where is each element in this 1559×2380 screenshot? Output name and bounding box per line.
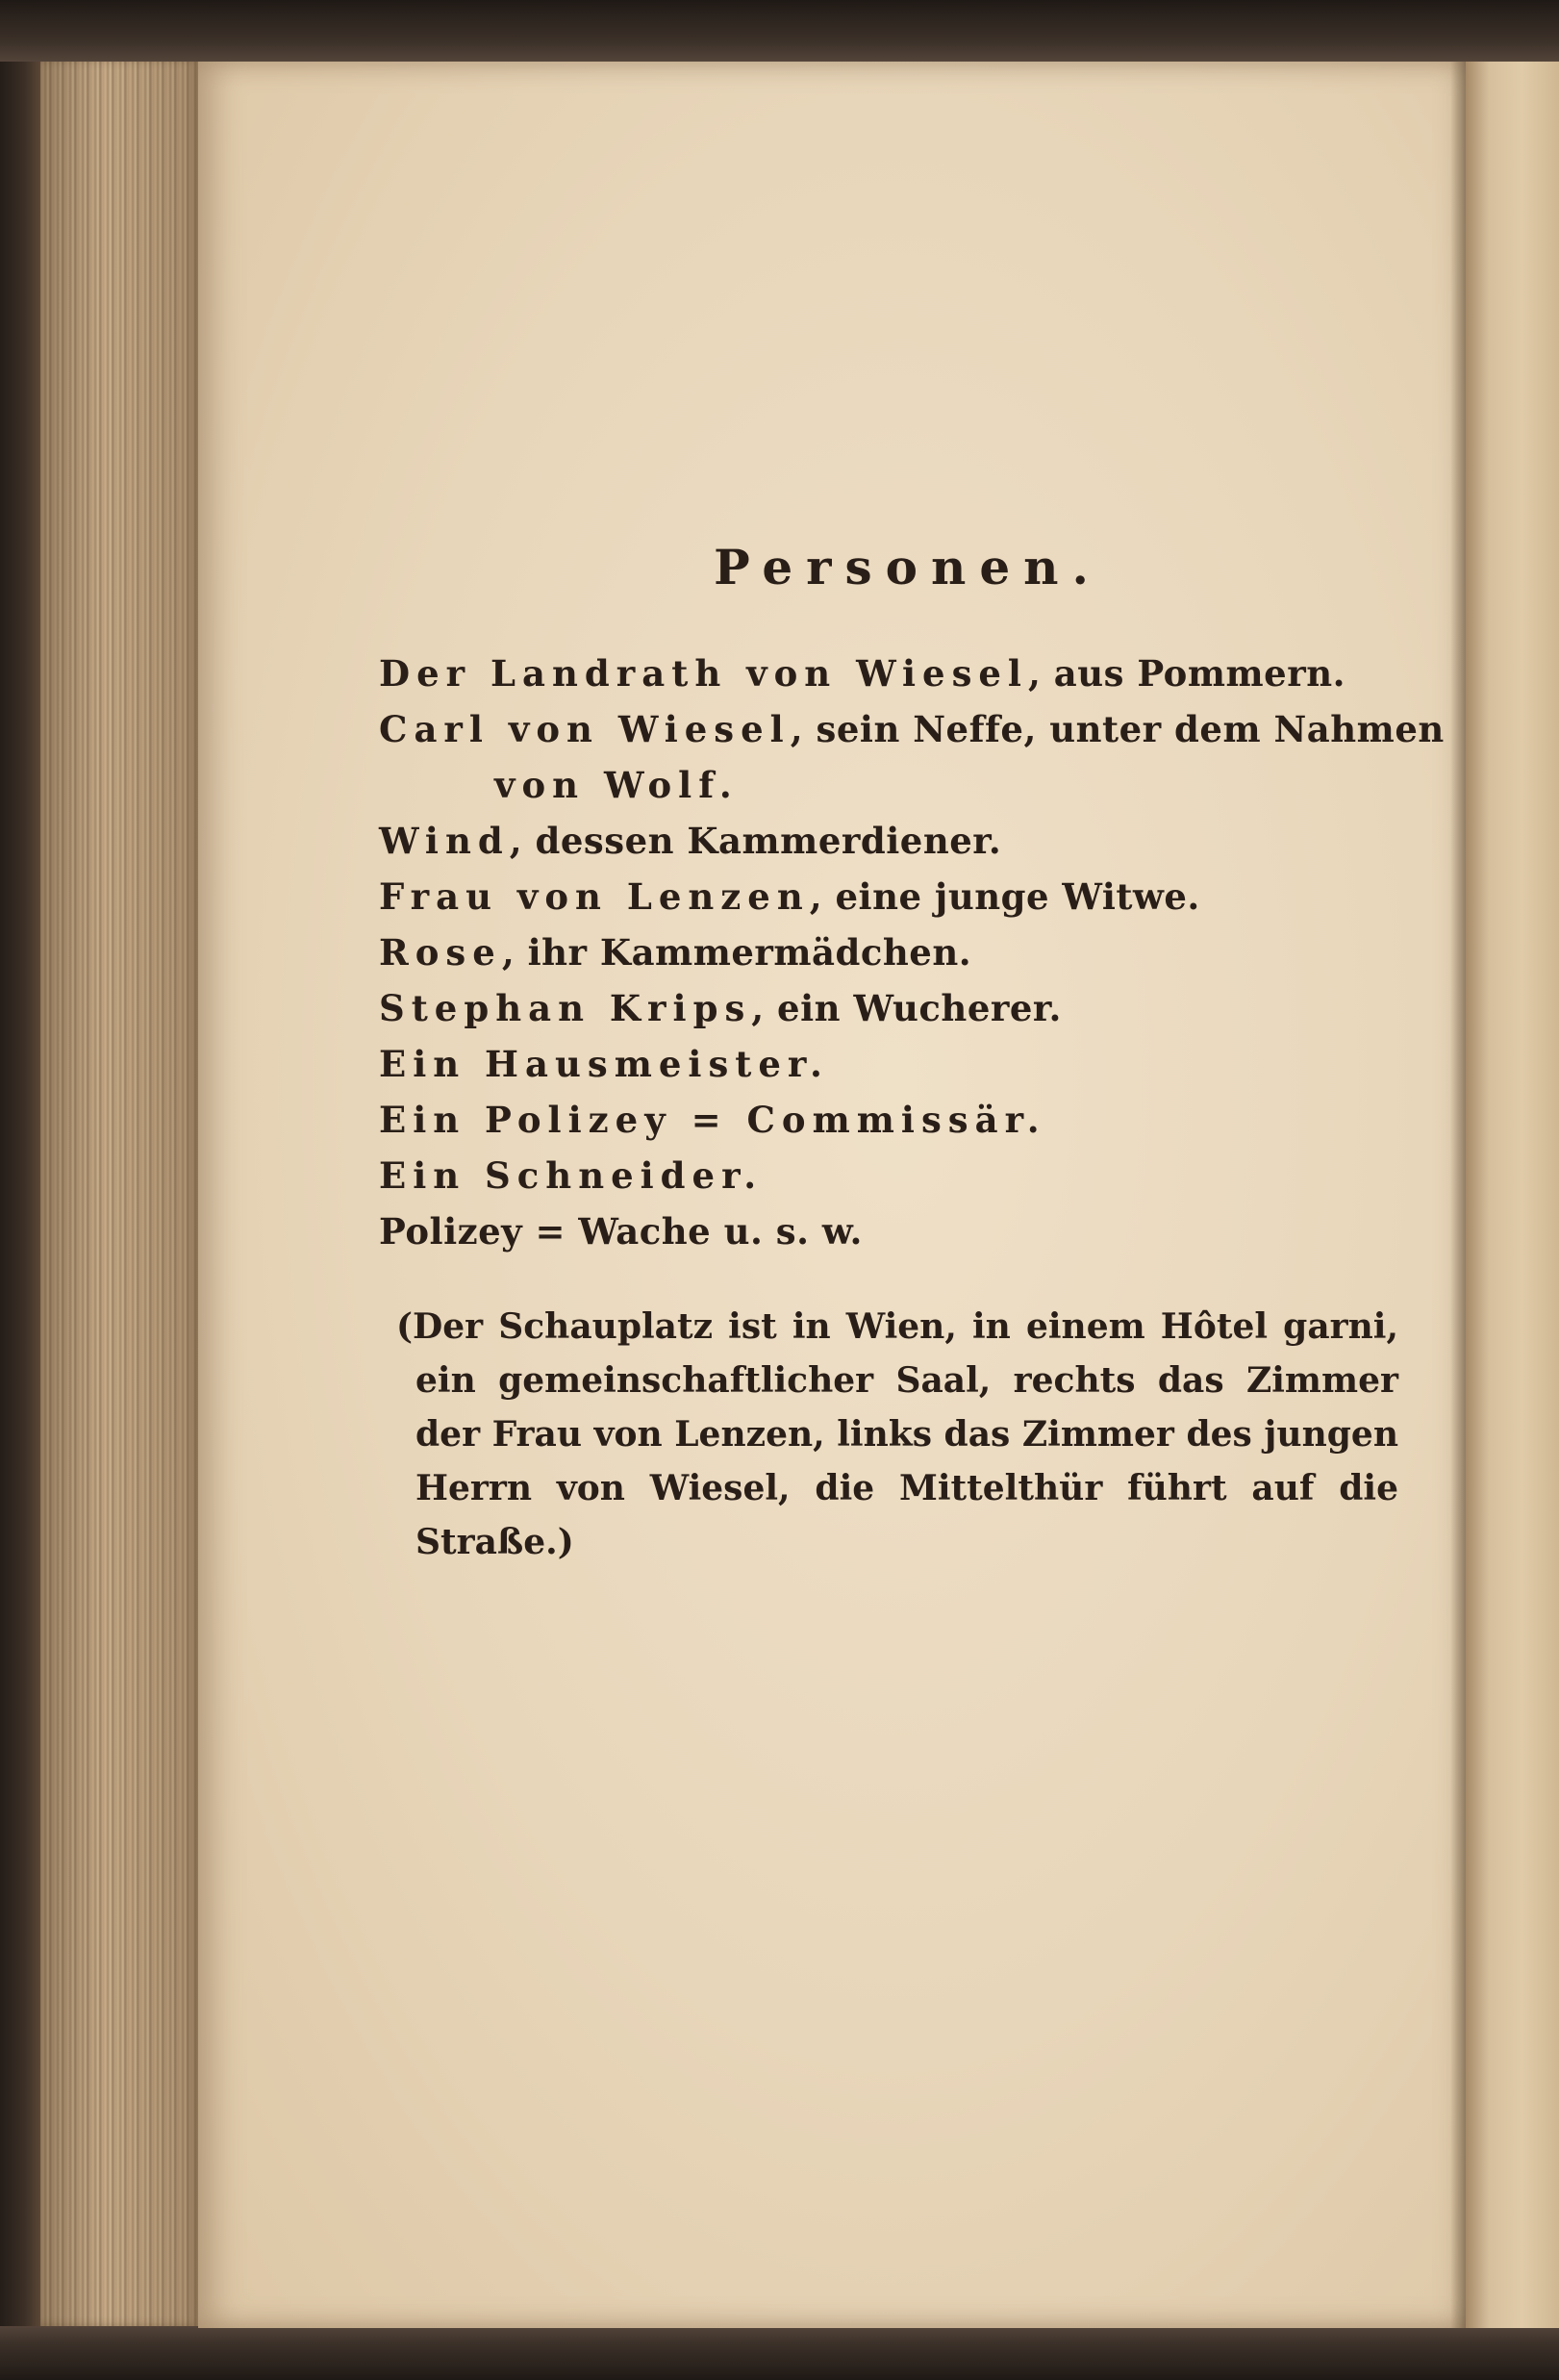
role-description: , aus Pommern. — [1028, 652, 1345, 695]
role-description: , ein Wucherer. — [751, 987, 1062, 1029]
cast-entry — [379, 1148, 1398, 1203]
role-description: , dessen Kammerdiener. — [509, 820, 1002, 862]
cast-list-block — [379, 539, 1445, 1569]
cast-list — [379, 646, 1445, 1259]
cast-entry — [379, 869, 1398, 924]
role-name: von Wolf. — [494, 764, 739, 806]
role-name: Ein Schneider. — [379, 1154, 764, 1197]
setting-note: (Der Schauplatz ist in Wien, in einem Hôtel garni, ein gemeinschaftlicher Saal, rechts das Zimmer der Frau von Lenzen, links das Zimmer des jungen Herrn von Wiesel, die Mittelthür führt auf die Straße.) — [396, 1306, 1398, 1562]
role-name: Wind — [379, 820, 510, 862]
cast-entry — [379, 980, 1398, 1036]
role-description: , sein Neffe, unter dem Nahmen — [790, 708, 1445, 750]
role-name: Carl von Wiesel — [379, 708, 791, 750]
cast-entry-continuation — [379, 757, 1398, 813]
book-cover-edge — [0, 0, 40, 2380]
page-heading: Personen. — [714, 539, 1102, 595]
cover-board-bottom — [0, 2326, 1559, 2380]
role-name: Polizey = Wache u. s. w. — [379, 1210, 863, 1253]
role-name: Rose — [379, 931, 502, 974]
cast-entry — [379, 924, 1398, 980]
cast-entry — [379, 1036, 1398, 1092]
cast-entry — [379, 646, 1398, 701]
role-name: Ein Polizey = Commissär. — [379, 1099, 1046, 1141]
role-description: , ihr Kammermädchen. — [501, 931, 972, 974]
role-description: , eine junge Witwe. — [809, 875, 1200, 918]
cover-board-top — [0, 0, 1559, 62]
stacked-page-edges — [40, 60, 200, 2326]
role-name: Frau von Lenzen — [379, 875, 810, 918]
role-name: Ein Hausmeister. — [379, 1043, 829, 1085]
role-name: Der Landrath von Wiesel — [379, 652, 1028, 695]
cast-entry — [379, 701, 1445, 757]
facing-page-edge — [1466, 62, 1559, 2328]
cast-entry — [379, 1203, 1398, 1259]
cast-entry — [379, 813, 1398, 869]
cast-entry — [379, 1092, 1398, 1148]
role-name: Stephan Krips — [379, 987, 752, 1029]
